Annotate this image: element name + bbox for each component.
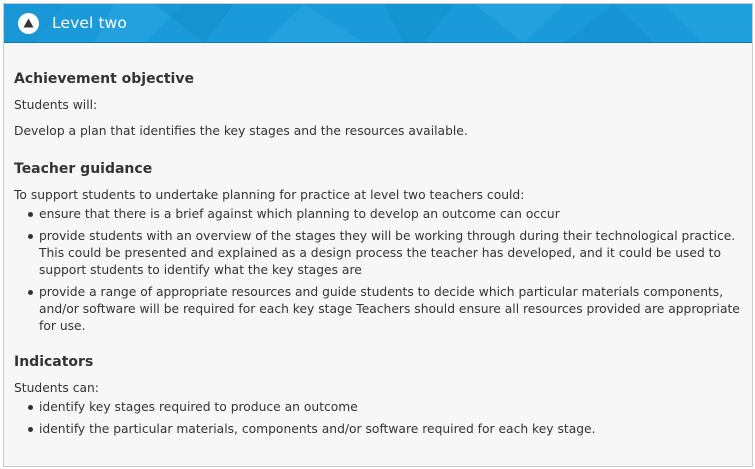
list-item-text: identify the particular materials, components and/or software required for each key stage. (39, 422, 596, 436)
list-item-text: identify key stages required to produce an outcome (39, 400, 358, 414)
panel-title: Level two (52, 14, 127, 32)
list-item-text: ensure that there is a brief against which planning to develop an outcome can occur (39, 207, 560, 221)
panel-header[interactable] (4, 4, 752, 43)
panel-content (4, 70, 752, 438)
indicators-heading: Indicators (14, 354, 94, 370)
list-item-text: provide students with an overview of the stages they will be working through during their technological practice. This could be presented and explained as a design process the teacher has developed, and it could be used to support students to identify what the key stages are (39, 229, 736, 277)
bullet-icon (28, 290, 33, 295)
guidance-list (14, 206, 742, 335)
bullet-icon (28, 212, 33, 217)
bullet-icon (28, 427, 33, 432)
collapse-toggle-button[interactable] (18, 13, 39, 34)
list-item (14, 228, 742, 279)
indicators-intro: Students can: (14, 381, 99, 395)
achievement-intro: Students will: (14, 98, 98, 112)
list-item (14, 206, 742, 223)
guidance-intro: To support students to undertake planning for practice at level two teachers could: (14, 188, 525, 202)
bullet-icon (28, 405, 33, 410)
indicators-list (14, 399, 742, 438)
list-item (14, 284, 742, 335)
level-panel (3, 3, 753, 467)
list-item (14, 421, 742, 438)
list-item-text: provide a range of appropriate resources and guide students to decide which particular materials components, and/or software will be required for each key stage Teachers should ensure all resources provided are appropriate for use. (39, 285, 740, 333)
guidance-heading: Teacher guidance (14, 161, 153, 177)
list-item (14, 399, 742, 416)
triangle-up-icon (23, 18, 34, 28)
achievement-text: Develop a plan that identifies the key stages and the resources available. (14, 124, 468, 138)
bullet-icon (28, 234, 33, 239)
achievement-heading: Achievement objective (14, 71, 194, 87)
